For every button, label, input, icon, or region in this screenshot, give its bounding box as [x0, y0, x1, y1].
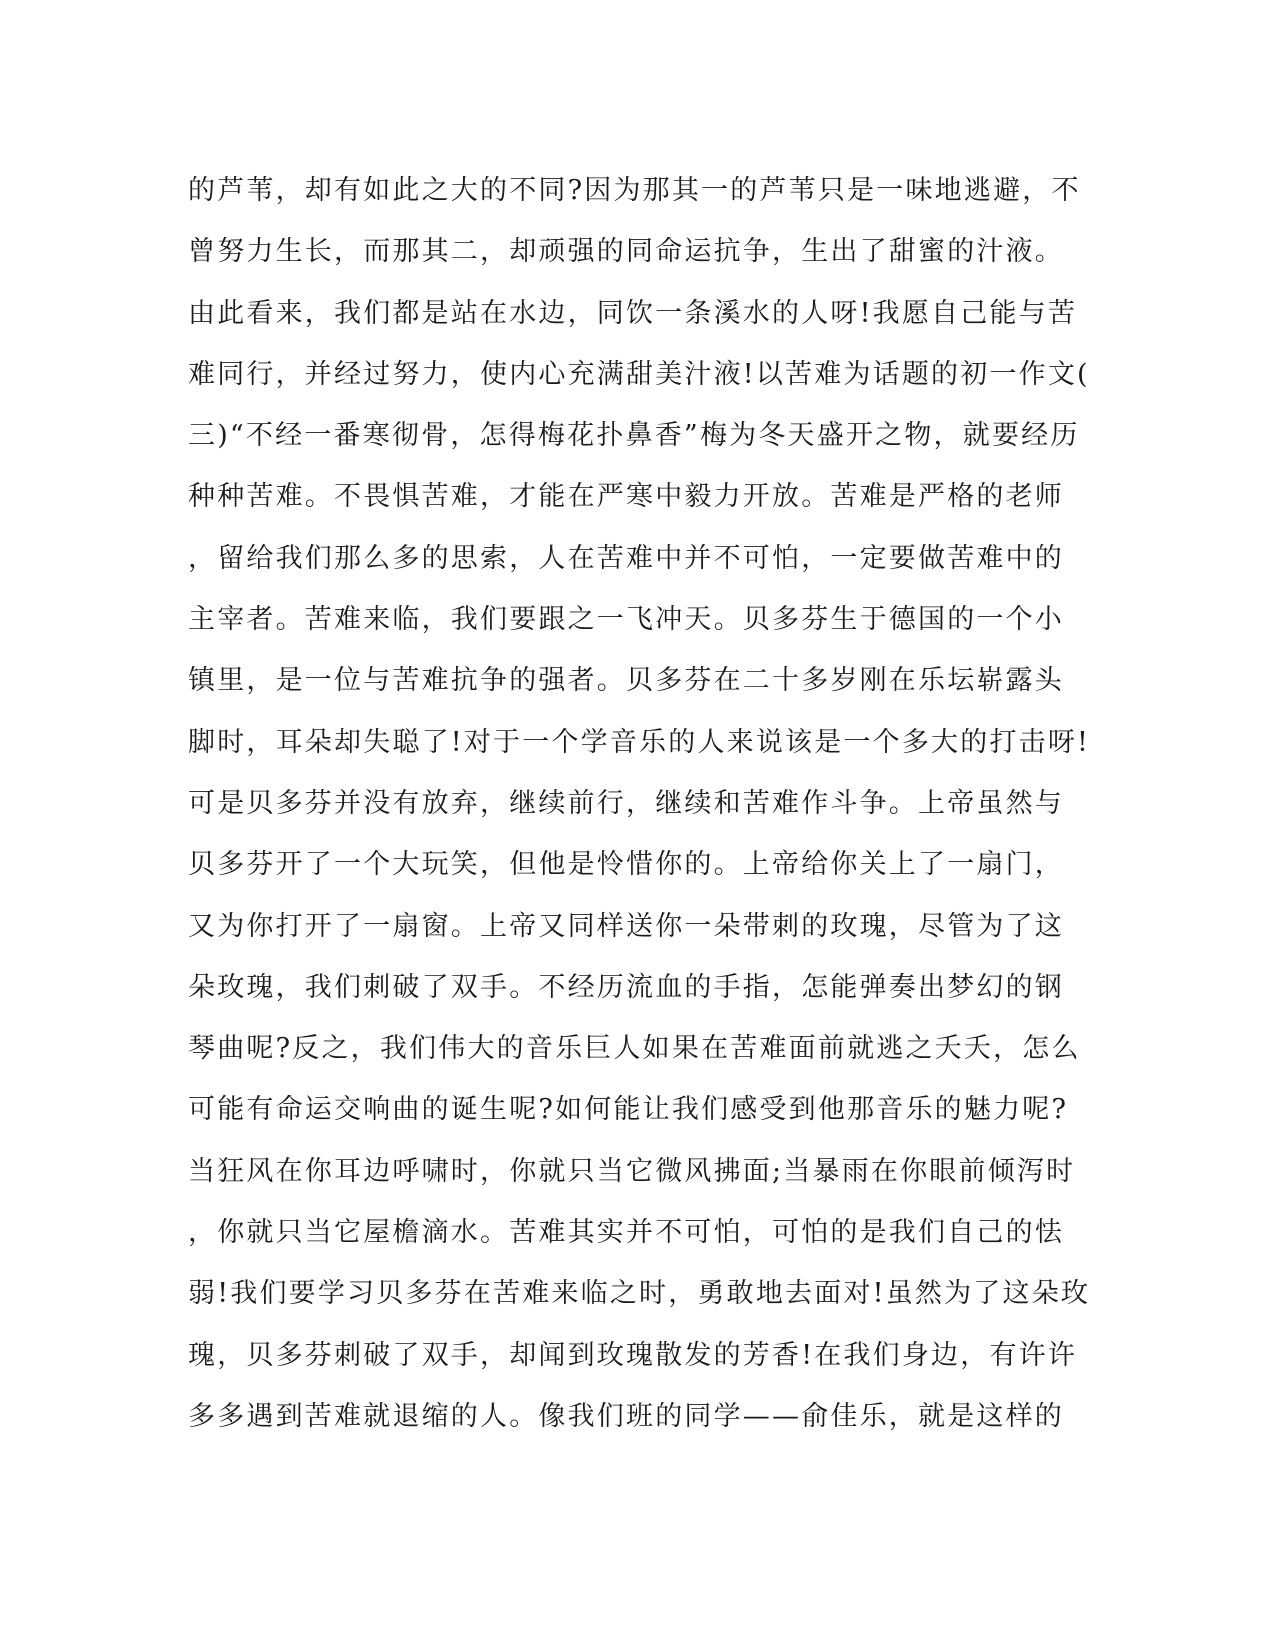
- text-line: 主宰者。苦难来临，我们要跟之一飞冲天。贝多芬生于德国的一个小: [188, 604, 1064, 636]
- text-line: 多多遇到苦难就退缩的人。像我们班的同学——俞佳乐，就是这样的: [188, 1400, 1064, 1432]
- text-line: 的芦苇，却有如此之大的不同?因为那其一的芦苇只是一味地逃避，不: [188, 175, 1081, 206]
- text-line: 琴曲呢?反之，我们伟大的音乐巨人如果在苦难面前就逃之夭夭，怎么: [188, 1033, 1081, 1065]
- text-line: 难同行，并经过努力，使内心充满甜美汁液!以苦难为话题的初一作文(: [188, 358, 1090, 390]
- text-line: 脚时，耳朵却失聪了!对于一个学音乐的人来说该是一个多大的打击呀!: [188, 726, 1091, 758]
- text-line: ，你就只当它屋檐滴水。苦难其实并不可怕，可怕的是我们自己的怯: [188, 1217, 1064, 1249]
- text-line: 朵玫瑰，我们刺破了双手。不经历流血的手指，怎能弹奏出梦幻的钢: [188, 971, 1064, 1003]
- text-line: 又为你打开了一扇窗。上帝又同样送你一朵带刺的玫瑰，尽管为了这: [188, 910, 1064, 942]
- body-text: [188, 160, 1091, 1447]
- text-line: 可能有命运交响曲的诞生呢?如何能让我们感受到他那音乐的魅力呢?: [188, 1094, 1069, 1126]
- text-line: 种种苦难。不畏惧苦难，才能在严寒中毅力开放。苦难是严格的老师: [188, 481, 1064, 513]
- text-line: 镇里，是一位与苦难抗争的强者。贝多芬在二十多岁刚在乐坛崭露头: [188, 665, 1064, 697]
- text-line: 由此看来，我们都是站在水边，同饮一条溪水的人呀!我愿自己能与苦: [188, 297, 1078, 329]
- text-line: 当狂风在你耳边呼啸时，你就只当它微风拂面;当暴雨在你眼前倾泻时: [188, 1155, 1076, 1187]
- text-line: 曾努力生长，而那其二，却顽强的同命运抗争，生出了甜蜜的汁液。: [188, 236, 1064, 268]
- text-line: ，留给我们那么多的思索，人在苦难中并不可怕，一定要做苦难中的: [188, 542, 1064, 574]
- text-line: 弱!我们要学习贝多芬在苦难来临之时，勇敢地去面对!虽然为了这朵玫: [188, 1278, 1091, 1310]
- text-line: 瑰，贝多芬刺破了双手，却闻到玫瑰散发的芳香!在我们身边，有许许: [188, 1339, 1078, 1371]
- text-line: 贝多芬开了一个大玩笑，但他是怜惜你的。上帝给你关上了一扇门，: [188, 849, 1064, 881]
- text-line: 三)“不经一番寒彻骨，怎得梅花扑鼻香”梅为冬天盛开之物，就要经历: [188, 420, 1080, 452]
- text-line: 可是贝多芬并没有放弃，继续前行，继续和苦难作斗争。上帝虽然与: [188, 787, 1064, 819]
